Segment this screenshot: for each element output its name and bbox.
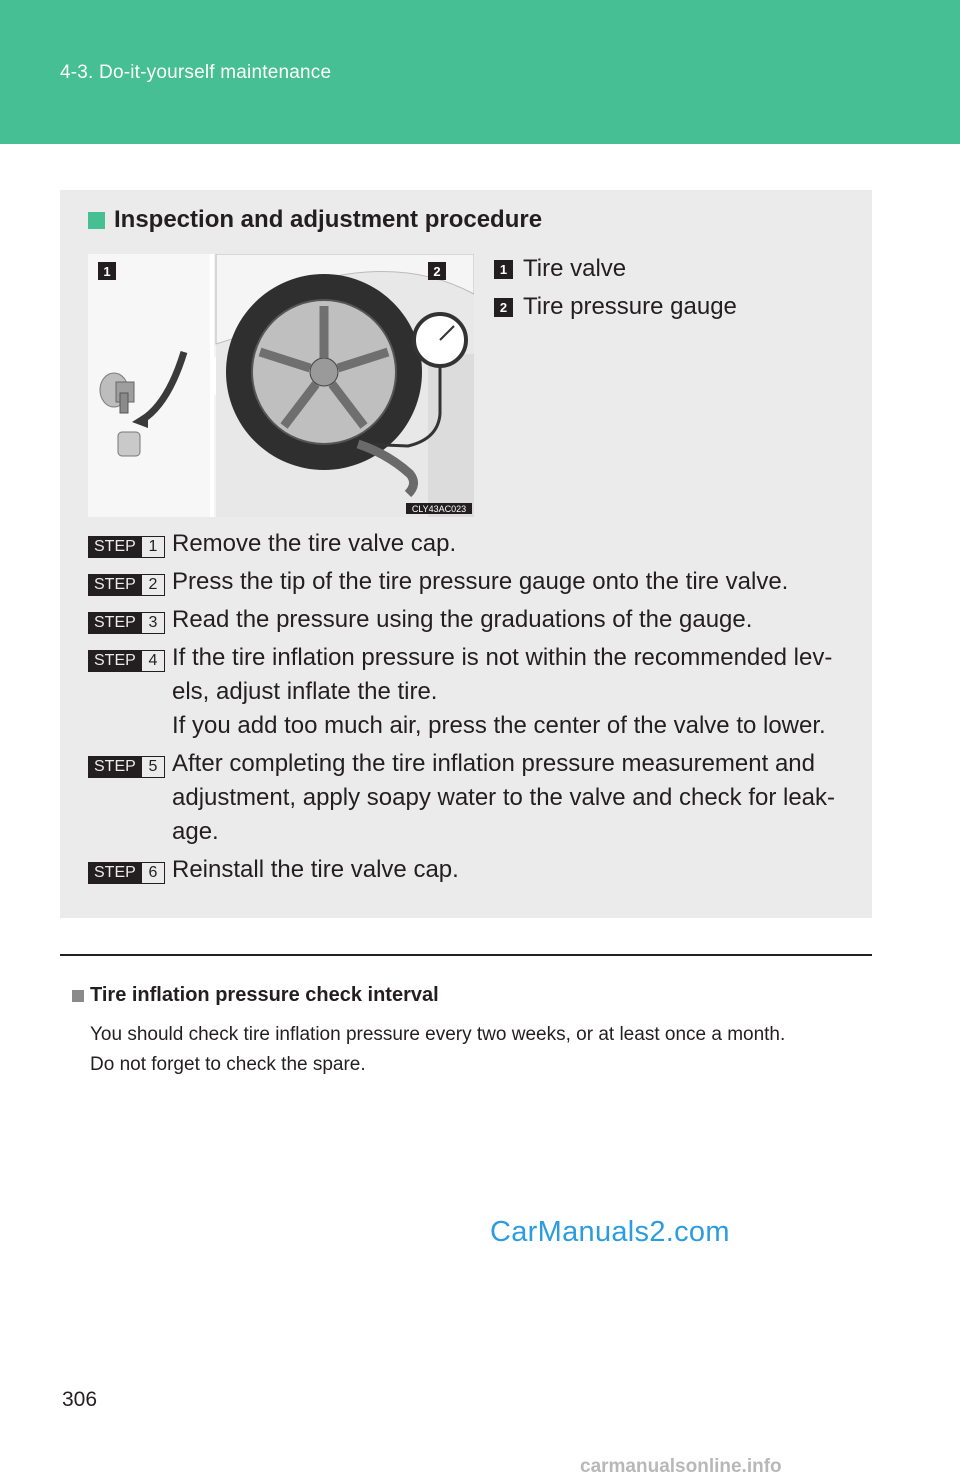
step-list [88, 527, 848, 891]
tire-wheel-icon [226, 274, 422, 470]
step-line: age. [172, 818, 219, 845]
step-item [88, 747, 848, 849]
callout-1: 1 [103, 264, 111, 279]
section-divider [60, 954, 872, 956]
step-badge [88, 862, 165, 884]
tire-illustration-svg [88, 254, 474, 517]
step-line: els, adjust inflate the tire. [172, 678, 438, 705]
note-line: You should check tire inflation pressure every two weeks, or at least once a month. [90, 1024, 786, 1045]
panel-heading [88, 206, 542, 234]
step-label: STEP [89, 537, 142, 557]
tire-illustration [88, 254, 474, 517]
legend-item [494, 250, 737, 288]
step-label: STEP [89, 757, 142, 777]
note-body [90, 1020, 870, 1080]
step-label: STEP [89, 863, 142, 883]
step-badge [88, 536, 165, 558]
legend-number-badge: 1 [494, 260, 513, 279]
header-band [0, 0, 960, 144]
step-text [172, 641, 848, 743]
step-item [88, 527, 848, 561]
step-line: Read the pressure using the graduations of the gauge. [172, 606, 753, 633]
procedure-panel [60, 190, 872, 918]
figure-code: CLY43AC023 [411, 504, 467, 514]
step-item [88, 853, 848, 887]
step-line: After completing the tire inflation pressure measurement and [172, 750, 815, 777]
step-number: 5 [142, 757, 164, 777]
step-line: Reinstall the tire valve cap. [172, 856, 459, 883]
step-label: STEP [89, 651, 142, 671]
square-bullet-icon [72, 990, 84, 1002]
panel-heading-text: Inspection and adjustment procedure [114, 206, 543, 233]
note-line: Do not forget to check the spare. [90, 1054, 366, 1075]
step-badge [88, 612, 165, 634]
square-bullet-icon [88, 212, 105, 229]
step-number: 6 [142, 863, 164, 883]
legend-label: Tire pressure gauge [523, 293, 737, 320]
step-text [172, 747, 848, 849]
step-item [88, 603, 848, 637]
note-heading-text: Tire inflation pressure check interval [90, 984, 439, 1006]
step-badge [88, 756, 165, 778]
legend-label: Tire valve [523, 255, 627, 282]
step-label: STEP [89, 575, 142, 595]
callout-2: 2 [433, 264, 441, 279]
step-line: Press the tip of the tire pressure gauge onto the tire valve. [172, 568, 789, 595]
step-number: 4 [142, 651, 164, 671]
step-item [88, 641, 848, 743]
step-number: 1 [142, 537, 164, 557]
valve-cap-icon [118, 432, 140, 456]
step-badge [88, 650, 165, 672]
step-text [172, 603, 848, 637]
step-line: If the tire inflation pressure is not within the recommended lev- [172, 644, 833, 671]
step-line: Remove the tire valve cap. [172, 530, 457, 557]
legend-number-badge: 2 [494, 298, 513, 317]
watermark-carmanuals2[interactable]: CarManuals2.com [490, 1216, 730, 1248]
legend-item [494, 288, 737, 326]
page-number: 306 [62, 1388, 98, 1411]
step-label: STEP [89, 613, 142, 633]
step-badge [88, 574, 165, 596]
figure-legend [494, 250, 737, 326]
step-number: 2 [142, 575, 164, 595]
step-text [172, 853, 848, 887]
step-line: If you add too much air, press the center of the valve to lower. [172, 712, 826, 739]
section-title: 4-3. Do-it-yourself maintenance [60, 62, 332, 83]
watermark-carmanualsonline[interactable]: carmanualsonline.info [580, 1456, 782, 1477]
note-heading [72, 984, 439, 1007]
step-number: 3 [142, 613, 164, 633]
step-text [172, 565, 848, 599]
step-item [88, 565, 848, 599]
step-text [172, 527, 848, 561]
step-line: adjustment, apply soapy water to the valve and check for leak- [172, 784, 836, 811]
